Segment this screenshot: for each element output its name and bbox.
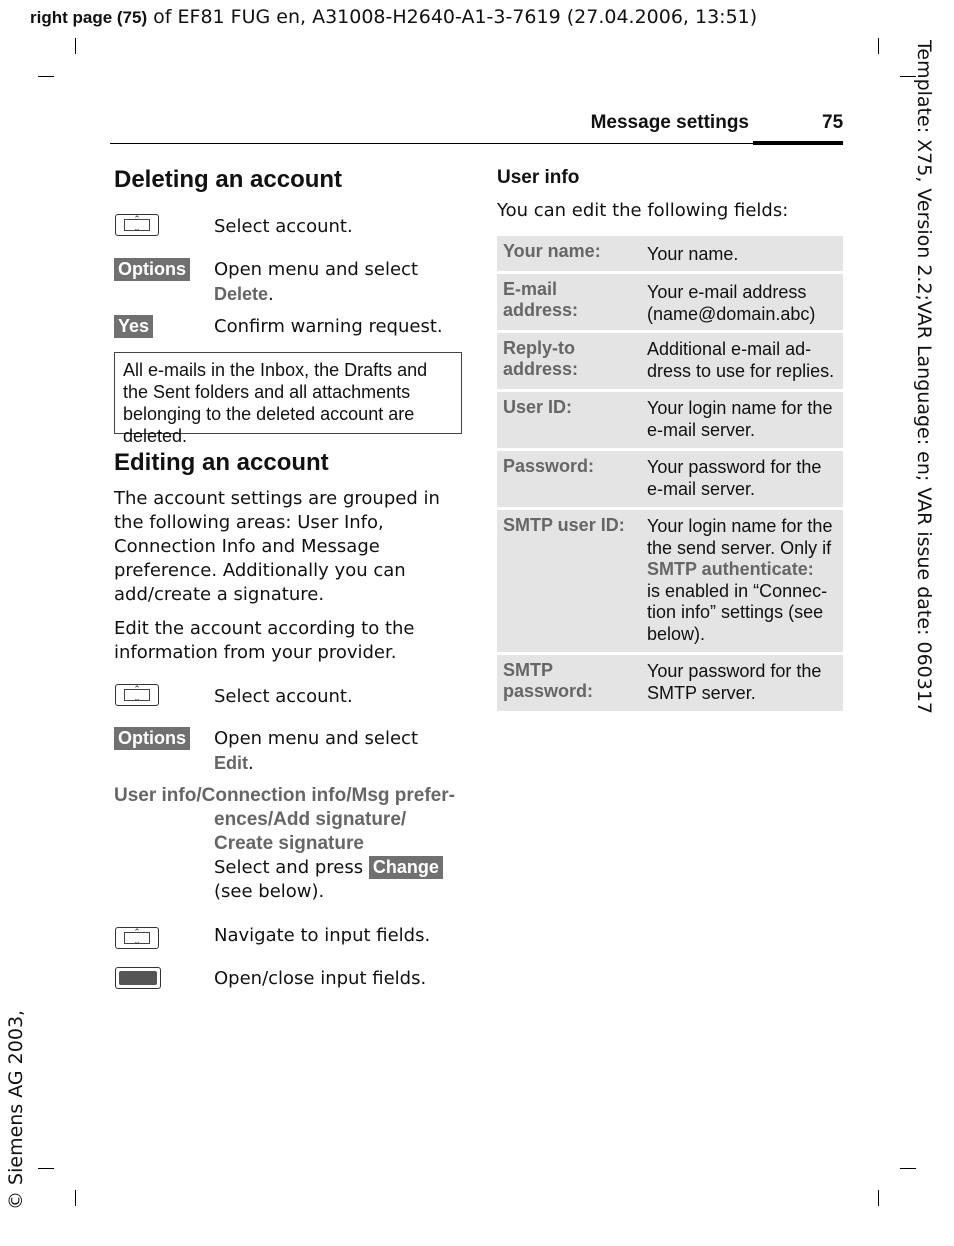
field-name: E-mail address: [503, 279, 579, 320]
crop-mark [878, 38, 879, 54]
deleting-step-confirm: Confirm warning request. [214, 316, 443, 337]
crop-mark [878, 1190, 879, 1206]
user-info-intro: You can edit the following fields: [497, 200, 789, 221]
field-description: Your login name for the e-mail server. [647, 398, 833, 440]
deleting-note-box: All e-mails in the Inbox, the Drafts and the Sent folders and all attachments belonging to the deleted account are deleted. [114, 352, 462, 434]
table-row [497, 510, 843, 652]
crop-mark [75, 38, 76, 54]
crop-mark [900, 1168, 916, 1169]
table-row [497, 236, 843, 271]
open-close-fields-text: Open/close input fields. [214, 968, 427, 989]
navigation-key-icon: ⌃ ⌄ [115, 684, 159, 706]
menu-path-line-2: ences/Add signature/ [214, 809, 407, 830]
field-description: Your password for the e-mail server. [647, 457, 822, 499]
page-number: 75 [822, 112, 844, 133]
options-softkey: Options [114, 258, 190, 281]
field-description: Your password for the SMTP server. [647, 661, 822, 703]
field-description: Your login name for the the send server. Only if SMTP authenticate: is enabled in “Connec-tion info” settings (see below). [647, 516, 833, 644]
field-name: SMTP password: [503, 660, 594, 701]
crop-mark [38, 76, 54, 77]
deleting-step-select: Select account. [214, 216, 353, 237]
user-info-table [497, 236, 843, 714]
table-row [497, 451, 843, 507]
field-description: Your name. [647, 244, 739, 264]
field-name: Reply-to address: [503, 338, 579, 379]
crop-mark [38, 1168, 54, 1169]
select-and-press-text: Select and press Change (see below). [214, 856, 443, 904]
table-row [497, 274, 843, 330]
field-name: User ID: [503, 397, 573, 417]
field-name: Your name: [503, 241, 601, 261]
copyright-side-note: © Siemens AG 2003, [5, 1009, 27, 1210]
editing-paragraph-1: The account settings are grouped in the following areas: User Info, Connection Info and Message preference. Additionally you can add/create a signature. [114, 488, 440, 605]
editing-heading: Editing an account [114, 449, 329, 476]
table-row [497, 333, 843, 389]
options-softkey: Options [114, 727, 190, 750]
header-rule-thick [753, 141, 843, 145]
yes-softkey: Yes [114, 315, 153, 338]
deleting-heading: Deleting an account [114, 166, 343, 193]
field-name: Password: [503, 456, 595, 476]
table-row [497, 655, 843, 711]
editing-paragraph-2: Edit the account according to the information from your provider. [114, 618, 415, 663]
change-softkey: Change [369, 856, 443, 879]
editing-step-select: Select account. [214, 686, 353, 707]
navigate-fields-text: Navigate to input fields. [214, 925, 431, 946]
edit-menu-item: Edit [214, 753, 248, 773]
navigation-key-icon: ⌃ ⌄ [115, 214, 159, 236]
template-side-note: Template: X75, Version 2.2;VAR Language: en; VAR issue date: 060317 [913, 40, 935, 715]
field-name: SMTP user ID: [503, 515, 625, 535]
header-rule [110, 143, 843, 144]
deleting-step-menu: Open menu and select Delete. [214, 259, 419, 305]
print-meta-bold: right page (75) [30, 8, 148, 27]
field-description: Additional e-mail ad-dress to use for replies. [647, 339, 835, 381]
field-description: Your e-mail address (name@domain.abc) [647, 282, 816, 324]
crop-mark [75, 1190, 76, 1206]
menu-path-line-3: Create signature [214, 833, 364, 854]
center-key-icon [115, 967, 161, 989]
smtp-authenticate-setting: SMTP authenticate: [647, 559, 814, 579]
table-row [497, 392, 843, 448]
menu-path-line-1: User info/Connection info/Msg prefer- [114, 785, 455, 806]
running-header-title: Message settings [590, 112, 749, 133]
print-meta-rest: of EF81 FUG en, A31008-H2640-A1-3-7619 (27.04.2006, 13:51) [147, 6, 758, 28]
user-info-heading: User info [497, 167, 580, 188]
delete-menu-item: Delete [214, 284, 269, 304]
print-meta-line [30, 6, 757, 28]
editing-step-menu: Open menu and select Edit. [214, 728, 419, 774]
navigation-key-icon: ⌃ ⌄ [115, 927, 159, 949]
